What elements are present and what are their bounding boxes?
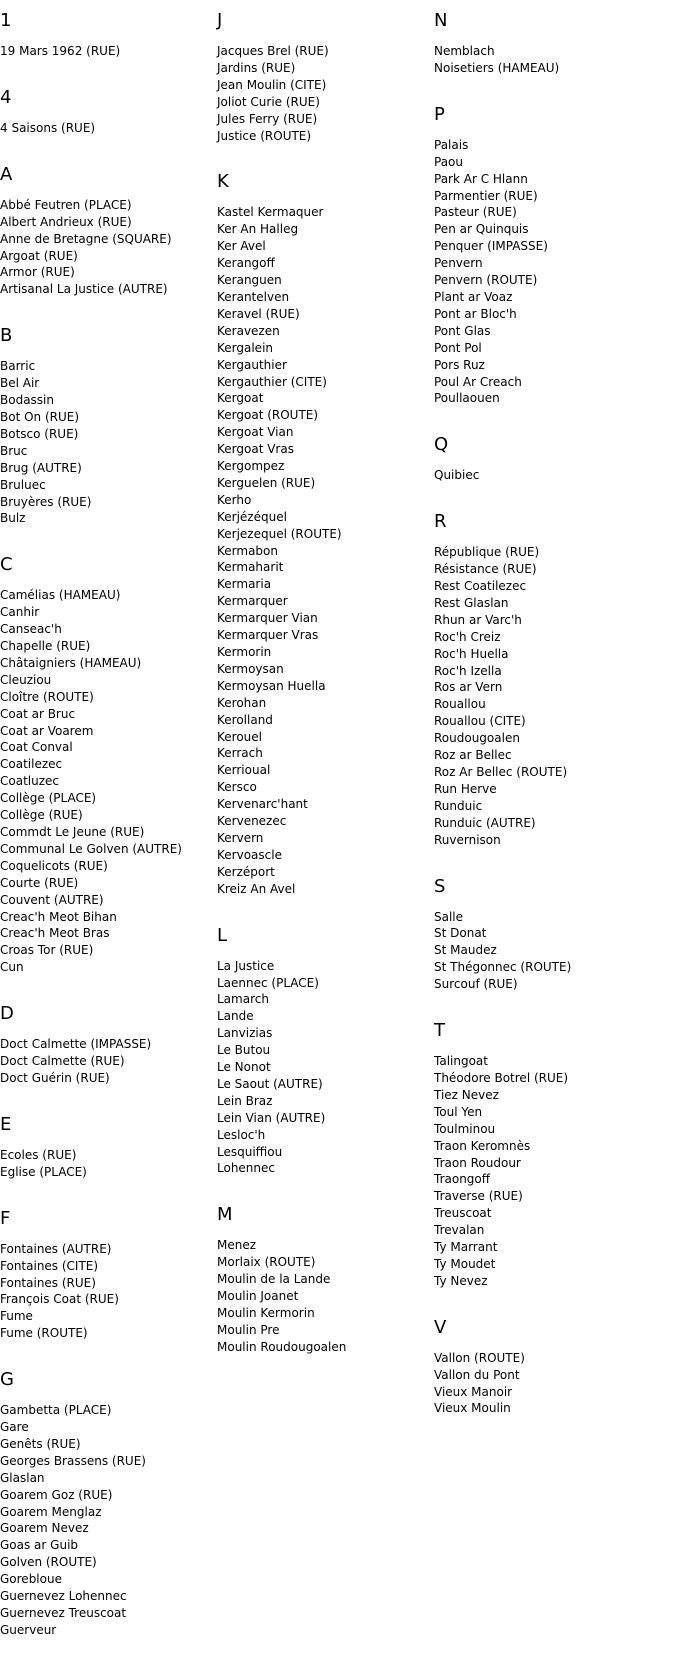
street-list	[0, 1402, 225, 1639]
street-list	[0, 120, 225, 137]
street-item: Albert Andrieux (RUE)	[0, 214, 132, 229]
section-letter-heading: 1	[0, 10, 12, 31]
street-item: Cloître (ROUTE)	[0, 689, 94, 704]
street-item: Runduic (AUTRE)	[434, 815, 536, 830]
letter-section	[217, 1204, 442, 1355]
street-item: Traon Roudour	[434, 1155, 521, 1170]
street-list	[217, 958, 442, 1178]
street-item: Doct Calmette (IMPASSE)	[0, 1037, 152, 1052]
street-item: Goarem Menglaz	[0, 1504, 102, 1519]
street-item: Kerjezequel (ROUTE)	[217, 526, 342, 541]
street-item: Kerantelven	[217, 289, 290, 304]
letter-section	[434, 1317, 659, 1418]
street-item: Roc'h Huella	[434, 646, 509, 661]
street-item: Ker An Halleg	[217, 222, 299, 237]
street-item: Jules Ferry (RUE)	[217, 111, 318, 126]
street-item: Rhun ar Varc'h	[434, 612, 522, 627]
letter-section	[0, 325, 225, 527]
street-item: Collège (RUE)	[0, 808, 83, 823]
street-item: Kergalein	[217, 340, 274, 355]
street-item: Kastel Kermaquer	[217, 205, 324, 220]
street-item: Ty Marrant	[434, 1240, 498, 1255]
street-item: Le Saout (AUTRE)	[217, 1076, 323, 1091]
street-item: Bulz	[0, 511, 26, 526]
street-item: Lein Vian (AUTRE)	[217, 1110, 326, 1125]
street-item: Le Nonot	[217, 1060, 271, 1075]
street-item: Parmentier (RUE)	[434, 188, 538, 203]
street-item: Keranguen	[217, 273, 282, 288]
street-list	[217, 1237, 442, 1355]
letter-section	[0, 1208, 225, 1342]
street-item: Collège (PLACE)	[0, 791, 97, 806]
street-item: Pont Glas	[434, 323, 491, 338]
street-item: Roudougoalen	[434, 731, 520, 746]
street-item: Trevalan	[434, 1223, 485, 1238]
street-item: Rest Glaslan	[434, 595, 509, 610]
letter-section	[217, 171, 442, 897]
street-item: 4 Saisons (RUE)	[0, 120, 96, 135]
letter-section	[434, 104, 659, 408]
section-letter-heading: L	[217, 924, 228, 946]
street-item: Ruvernison	[434, 832, 501, 847]
street-item: Pasteur (RUE)	[434, 205, 517, 220]
street-item: Fontaines (CITE)	[0, 1258, 99, 1273]
street-item: Camélias (HAMEAU)	[0, 588, 121, 603]
street-list	[0, 1147, 225, 1181]
street-item: Bruc	[0, 443, 28, 458]
street-item: Cleuziou	[0, 672, 52, 687]
street-list	[434, 1350, 659, 1418]
letter-section	[434, 511, 659, 848]
street-item: Roz ar Bellec	[434, 748, 512, 763]
section-letter-heading: A	[0, 163, 13, 185]
section-letter-heading: B	[0, 325, 13, 347]
street-item: Kervoascle	[217, 847, 282, 862]
street-item: Le Butou	[217, 1043, 271, 1058]
street-item: Kerho	[217, 492, 252, 507]
letter-section	[0, 1369, 225, 1639]
street-item: Kermorin	[217, 645, 272, 659]
street-item: Moulin de la Lande	[217, 1272, 331, 1287]
street-list	[434, 43, 659, 77]
street-item: Tiez Nevez	[434, 1087, 499, 1102]
street-item: Guernevez Treuscoat	[0, 1606, 127, 1620]
street-item: Justice (ROUTE)	[217, 128, 312, 143]
street-item: Kergoat Vras	[217, 442, 294, 457]
street-item: Surcouf (RUE)	[434, 977, 518, 992]
street-item: Roc'h Creiz	[434, 629, 501, 644]
street-item: Kerouel	[217, 729, 262, 744]
street-item: Guerveur	[0, 1622, 57, 1637]
street-item: Lein Braz	[217, 1093, 273, 1108]
street-item: Jardins (RUE)	[217, 60, 296, 75]
street-item: Moulin Roudougoalen	[217, 1339, 347, 1354]
street-item: Moulin Joanet	[217, 1289, 299, 1304]
street-list	[0, 358, 225, 527]
street-list	[0, 1241, 225, 1342]
street-item: Kergoat (ROUTE)	[217, 408, 319, 423]
street-item: Kermaria	[217, 577, 272, 592]
street-item: Kermarquer Vian	[217, 611, 318, 626]
section-letter-heading: D	[0, 1003, 14, 1025]
street-item: Anne de Bretagne (SQUARE)	[0, 231, 172, 246]
section-letter-heading: Q	[434, 434, 449, 456]
street-item: Couvent (AUTRE)	[0, 892, 104, 907]
street-item: Kermoysan Huella	[217, 678, 326, 693]
street-list	[0, 197, 225, 298]
section-letter-heading: E	[0, 1113, 12, 1135]
street-item: Moulin Pre	[217, 1322, 280, 1337]
street-item: Keravel (RUE)	[217, 306, 300, 321]
street-item: Canhir	[0, 605, 40, 620]
street-item: Coatluzec	[0, 774, 59, 789]
street-list	[434, 137, 659, 408]
street-item: Treuscoat	[434, 1206, 492, 1221]
street-item: Penvern	[434, 256, 483, 271]
street-item: Salle	[434, 909, 464, 924]
street-item: Kermoysan	[217, 661, 284, 676]
street-item: Poullaouen	[434, 391, 500, 406]
street-item: Jacques Brel (RUE)	[217, 44, 329, 58]
letter-section	[434, 876, 659, 994]
street-item: Vieux Manoir	[434, 1384, 513, 1399]
street-item: Traverse (RUE)	[434, 1189, 523, 1204]
street-item: Kermabon	[217, 543, 278, 558]
street-item: Roz Ar Bellec (ROUTE)	[434, 765, 568, 779]
index-column-2	[217, 10, 442, 1666]
street-item: Fume	[0, 1309, 33, 1324]
section-letter-heading: S	[434, 875, 446, 897]
street-item: République (RUE)	[434, 545, 540, 560]
street-item: Nemblach	[434, 44, 495, 58]
street-item: Joliot Curie (RUE)	[217, 94, 320, 109]
street-item: Kervern	[217, 830, 264, 845]
street-item: François Coat (RUE)	[0, 1292, 119, 1307]
street-item: Vieux Moulin	[434, 1401, 511, 1416]
street-item: Vallon du Pont	[434, 1367, 520, 1382]
street-item: Genêts (RUE)	[0, 1436, 81, 1451]
street-item: Golven (ROUTE)	[0, 1555, 97, 1570]
street-item: Park Ar C Hlann	[434, 171, 528, 186]
section-letter-heading: N	[434, 10, 448, 31]
letter-section	[434, 1020, 659, 1290]
section-letter-heading: C	[0, 554, 13, 576]
street-item: Ecoles (RUE)	[0, 1147, 77, 1162]
street-item: Talingoat	[434, 1054, 488, 1069]
street-item: Coatilezec	[0, 757, 63, 772]
street-item: Palais	[434, 137, 469, 152]
street-item: Plant ar Voaz	[434, 289, 513, 304]
section-letter-heading: K	[217, 171, 229, 193]
street-item: St Thégonnec (ROUTE)	[434, 960, 572, 975]
street-item: Creac'h Meot Bras	[0, 926, 110, 941]
letter-section	[0, 554, 225, 976]
street-item: Kervenezec	[217, 814, 287, 829]
street-item: Gambetta (PLACE)	[0, 1403, 112, 1418]
letter-section	[217, 10, 442, 144]
street-item: Traon Keromnès	[434, 1138, 531, 1153]
letter-section	[0, 87, 225, 137]
street-item: Coat Conval	[0, 740, 73, 755]
street-item: Lohennec	[217, 1161, 275, 1176]
street-item: Lande	[217, 1009, 254, 1024]
index-column-1	[0, 10, 225, 1666]
street-item: Lesquiffiou	[217, 1144, 283, 1159]
street-item: Résistance (RUE)	[434, 562, 537, 577]
street-item: Fontaines (RUE)	[0, 1275, 96, 1290]
street-item: Lamarch	[217, 992, 269, 1007]
street-item: Vallon (ROUTE)	[434, 1350, 525, 1365]
street-item: Pors Ruz	[434, 357, 485, 372]
street-item: Pont ar Bloc'h	[434, 306, 517, 321]
letter-section	[0, 1003, 225, 1087]
letter-section	[217, 925, 442, 1178]
street-item: Moulin Kermorin	[217, 1306, 315, 1320]
street-item: Noisetiers (HAMEAU)	[434, 60, 560, 75]
street-list	[217, 204, 442, 897]
street-item: Chapelle (RUE)	[0, 639, 91, 654]
street-item: Bel Air	[0, 376, 40, 391]
street-item: Ros ar Vern	[434, 680, 503, 695]
street-item: Eglise (PLACE)	[0, 1164, 87, 1179]
letter-section	[0, 164, 225, 298]
street-item: Ty Moudet	[434, 1256, 496, 1271]
street-item: Abbé Feutren (PLACE)	[0, 197, 132, 212]
street-item: Théodore Botrel (RUE)	[434, 1070, 569, 1085]
street-item: Ty Nevez	[434, 1273, 488, 1288]
street-item: Kerzéport	[217, 864, 275, 879]
street-item: Goarem Goz (RUE)	[0, 1487, 113, 1502]
street-item: Argoat (RUE)	[0, 248, 78, 263]
street-item: Kermarquer	[217, 594, 288, 609]
street-item: Coat ar Bruc	[0, 706, 76, 721]
street-item: Penquer (IMPASSE)	[434, 239, 548, 254]
street-item: Lanvizias	[217, 1026, 273, 1041]
street-list	[434, 544, 659, 848]
street-item: Communal Le Golven (AUTRE)	[0, 841, 182, 856]
street-item: Morlaix (ROUTE)	[217, 1255, 316, 1270]
street-item: Goarem Nevez	[0, 1521, 89, 1536]
street-item: Gorebloue	[0, 1572, 62, 1587]
section-letter-heading: F	[0, 1207, 11, 1229]
street-item: Kerolland	[217, 712, 273, 727]
section-letter-heading: R	[434, 511, 447, 533]
street-item: Barric	[0, 359, 36, 374]
street-item: Run Herve	[434, 781, 497, 796]
street-item: Châtaigniers (HAMEAU)	[0, 655, 142, 670]
section-letter-heading: P	[434, 103, 445, 125]
street-item: Kerjézéquel	[217, 509, 287, 524]
street-item: Goas ar Guib	[0, 1538, 79, 1553]
street-item: Bruluec	[0, 477, 46, 492]
street-item: Bodassin	[0, 393, 54, 408]
street-item: Cun	[0, 960, 24, 975]
street-item: Coquelicots (RUE)	[0, 858, 108, 873]
street-item: La Justice	[217, 958, 275, 973]
street-item: Toul Yen	[434, 1104, 483, 1119]
street-list	[434, 467, 659, 484]
street-item: Kergoat	[217, 391, 264, 406]
street-item: Kergompez	[217, 459, 285, 474]
street-item: Roc'h Izella	[434, 663, 502, 678]
street-item: Kerrach	[217, 746, 263, 761]
street-item: Ker Avel	[217, 239, 266, 254]
street-item: Botsco (RUE)	[0, 426, 79, 441]
street-list	[434, 909, 659, 994]
street-item: Rouallou	[434, 697, 486, 712]
street-item: Courte (RUE)	[0, 875, 79, 890]
street-item: Croas Tor (RUE)	[0, 943, 94, 958]
street-list	[434, 1053, 659, 1290]
street-item: Kerguelen (RUE)	[217, 475, 316, 490]
street-item: Creac'h Meot Bihan	[0, 909, 117, 924]
street-item: Brug (AUTRE)	[0, 460, 82, 475]
street-item: Toulminou	[434, 1121, 496, 1136]
street-item: Kergauthier	[217, 357, 287, 372]
street-item: Bot On (RUE)	[0, 409, 80, 424]
street-item: Kerangoff	[217, 256, 275, 271]
street-list	[217, 43, 442, 144]
street-item: Coat ar Voarem	[0, 723, 94, 738]
street-item: Doct Calmette (RUE)	[0, 1054, 125, 1069]
street-item: Bruyères (RUE)	[0, 494, 92, 509]
street-item: Lesloc'h	[217, 1127, 266, 1142]
street-item: Laennec (PLACE)	[217, 975, 319, 990]
street-item: Kerohan	[217, 695, 267, 710]
street-item: Jean Moulin (CITE)	[217, 77, 327, 92]
street-item: St Donat	[434, 926, 487, 941]
street-item: Pont Pol	[434, 340, 482, 355]
street-item: Kervenarc'hant	[217, 797, 308, 812]
street-item: Armor (RUE)	[0, 265, 75, 280]
street-item: Kermarquer Vras	[217, 628, 319, 643]
section-letter-heading: V	[434, 1316, 447, 1338]
street-item: Runduic	[434, 798, 483, 813]
section-letter-heading: 4	[0, 86, 12, 108]
street-item: Keravezen	[217, 323, 280, 338]
street-item: St Maudez	[434, 943, 497, 958]
street-list	[0, 1036, 225, 1087]
street-item: Quibiec	[434, 468, 480, 483]
street-item: Pen ar Quinquis	[434, 222, 529, 237]
street-item: Penvern (ROUTE)	[434, 273, 538, 288]
street-item: Kerrioual	[217, 763, 271, 778]
street-item: Traongoff	[434, 1172, 491, 1187]
street-item: Kergauthier (CITE)	[217, 374, 327, 389]
street-item: Canseac'h	[0, 622, 62, 637]
street-item: Commdt Le Jeune (RUE)	[0, 825, 145, 839]
street-item: Paou	[434, 154, 463, 169]
street-item: 19 Mars 1962 (RUE)	[0, 44, 121, 58]
street-item: Fontaines (AUTRE)	[0, 1241, 112, 1256]
letter-section	[434, 434, 659, 484]
street-item: Artisanal La Justice (AUTRE)	[0, 282, 168, 297]
section-letter-heading: M	[217, 1204, 233, 1226]
street-list	[0, 587, 225, 976]
letter-section	[0, 10, 225, 60]
letter-section	[434, 10, 659, 77]
street-item: Rouallou (CITE)	[434, 714, 526, 729]
street-item: Rest Coatilezec	[434, 579, 527, 594]
street-item: Poul Ar Creach	[434, 374, 522, 389]
street-item: Kermaharit	[217, 560, 284, 575]
street-item: Kersco	[217, 780, 257, 795]
section-letter-heading: T	[434, 1020, 445, 1042]
street-item: Gare	[0, 1420, 29, 1435]
street-list	[0, 43, 225, 60]
section-letter-heading: J	[217, 10, 223, 31]
street-item: Guernevez Lohennec	[0, 1589, 127, 1604]
index-column-3	[434, 10, 659, 1666]
street-item: Menez	[217, 1238, 257, 1253]
section-letter-heading: G	[0, 1369, 14, 1391]
street-item: Glaslan	[0, 1470, 45, 1485]
street-item: Kreiz An Avel	[217, 881, 296, 896]
street-item: Doct Guérin (RUE)	[0, 1070, 110, 1085]
street-item: Georges Brassens (RUE)	[0, 1453, 146, 1468]
street-item: Kergoat Vian	[217, 425, 294, 440]
street-item: Fume (ROUTE)	[0, 1326, 88, 1341]
letter-section	[0, 1114, 225, 1181]
